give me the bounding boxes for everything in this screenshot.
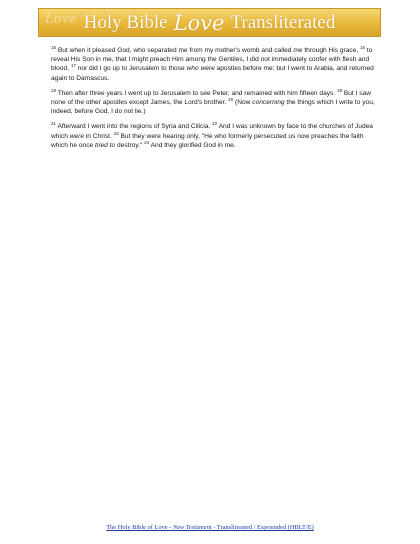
verse-text: in Christ. [84,132,114,140]
verse-number: 15 [51,45,57,50]
verse-text: Then after three years I went up to Jerusalem to see Peter, and remained with him fifteen days. [56,89,338,97]
page-footer [0,524,420,531]
verse-number: 17 [70,63,76,69]
verse-number: 21 [51,121,57,127]
verse-number: 19 [337,87,343,93]
footer-title[interactable] [106,524,314,531]
verse-text: And they glorified God in me. [149,141,236,149]
verse-number: 18 [51,87,57,93]
footer-part3: - Transliterated / Expounded (HBLT/E) [211,524,314,531]
verse-number: 23 [113,130,119,136]
italic-text: concerning [252,99,285,107]
verse-number: 24 [144,139,150,145]
footer-part1: The Holy Bible of Love - [106,524,173,531]
italic-text: were [69,132,84,140]
italic-text: me [293,47,303,54]
verse-text: through His grace, [302,47,361,54]
verse-text: to reveal His Son in me, that I might preach Him among the Gentiles, I did not immediately confer with flesh and blood, [51,47,373,73]
footer-part2: New Testament [172,524,212,531]
verse-text: apostles before me; but I went to Arabia, and returned again to Damascus. [51,65,374,82]
verse-number: 16 [360,45,366,50]
verse-text: Afterward I went into the regions of Syria and Cilicia. [56,123,213,131]
paragraph [51,46,381,83]
verse-text: But when it pleased God, who separated me from my mother's womb and called [56,47,294,54]
banner-title-love: Love [173,10,225,35]
banner-title-left: Holy Bible [83,11,168,33]
verse-number: 22 [212,121,218,127]
verse-text: destroy." [115,141,145,149]
paragraph [51,122,381,150]
scripture-text [51,46,381,156]
paragraph [51,89,381,117]
italic-text: who were [186,65,215,73]
verse-text: (Now [233,99,253,107]
banner-watermark-text: Love [45,11,77,27]
banner-title-right: Transliterated [230,11,336,33]
verse-text: But I saw none of the other apostles except James, the Lord's brother. [51,89,371,107]
verse-text: And I was unknown by face to the churches of Judea which [51,123,373,140]
verse-text: nor did I go up to Jerusalem to those [75,65,187,73]
verse-number: 20 [228,97,234,103]
verse-text: the things which I write to you, indeed, before God, I do not lie.) [51,99,375,116]
italic-text: tried to [95,141,116,149]
verse-text: But they were hearing only, "He who formerly persecuted us now preaches the faith which he once [51,132,364,149]
header-banner [38,8,381,37]
